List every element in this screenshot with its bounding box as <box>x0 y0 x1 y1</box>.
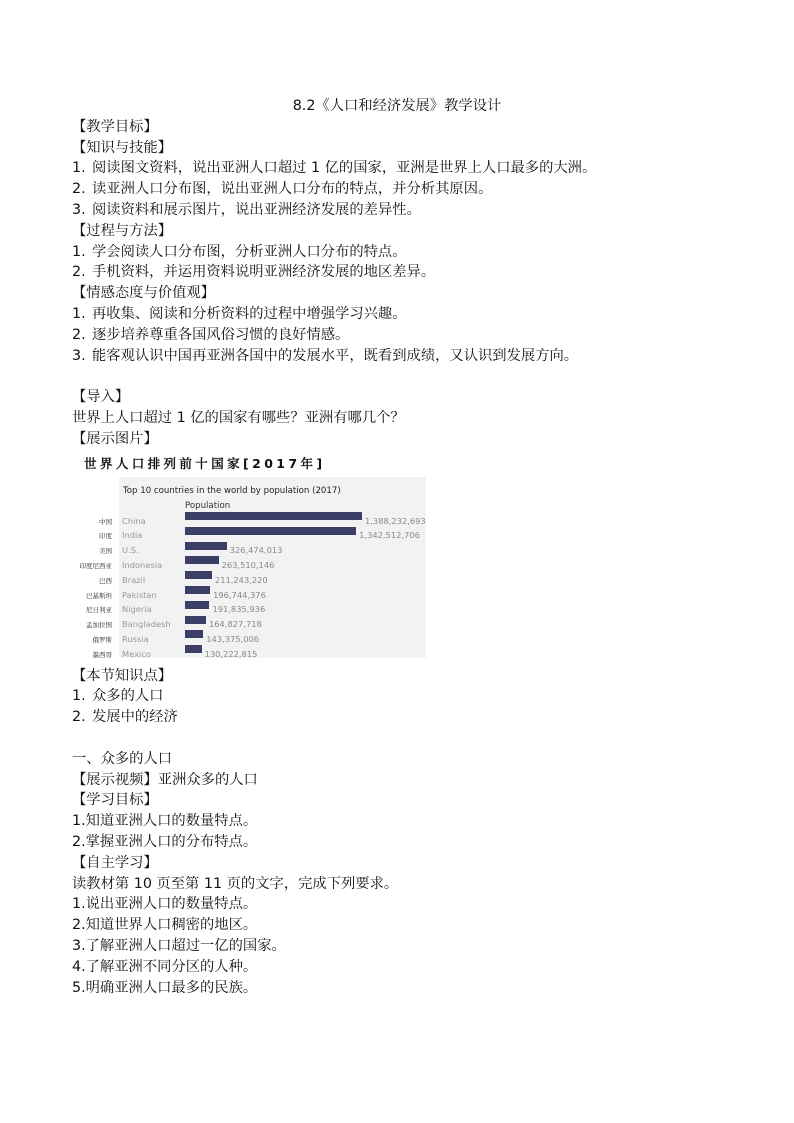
chart-bar <box>185 556 219 564</box>
chart-bar <box>185 542 227 550</box>
objectives-heading: 【教学目标】 <box>72 118 158 135</box>
self-study-intro: 读教材第 10 页至第 11 页的文字，完成下列要求。 <box>72 875 399 892</box>
chart-category-label: China <box>122 515 146 526</box>
task-item: 1.说出亚洲人口的数量特点。 <box>72 896 258 913</box>
chart-category-label: Pakistan <box>122 589 157 600</box>
chart-bar <box>185 601 209 609</box>
chart-cn-label: 美国 <box>99 547 112 556</box>
chart-cn-label: 中国 <box>99 517 112 526</box>
chart-cn-label: 尼日利亚 <box>86 606 112 615</box>
chart-cn-label: 俄罗斯 <box>92 635 112 644</box>
list-item: 1. 众多的人口 <box>72 686 722 707</box>
goal-item: 2.掌握亚洲人口的分布特点。 <box>72 833 258 850</box>
chart-category-label: Bangladesh <box>122 619 171 630</box>
chart-cn-label: 印度 <box>99 532 112 541</box>
chart-value-label: 263,510,146 <box>221 559 275 570</box>
key-points-heading: 【本节知识点】 <box>72 667 173 684</box>
section-heading: 一、众多的人口 <box>72 750 173 767</box>
list-item: 3. 阅读资料和展示图片，说出亚洲经济发展的差异性。 <box>72 200 722 221</box>
emotion-heading: 【情感态度与价值观】 <box>72 285 215 302</box>
chart-bar <box>185 512 362 520</box>
chart-bar <box>185 630 203 638</box>
list-item: 2. 发展中的经济 <box>72 707 722 728</box>
list-item: 1. 阅读图文资料，说出亚洲人口超过 1 亿的国家，亚洲是世界上人口最多的大洲。 <box>72 158 722 179</box>
chart-value-label: 164,827,718 <box>209 619 262 630</box>
list-item: 3. 能客观认识中国再亚洲各国中的发展水平，既看到成绩，又认识到发展方向。 <box>72 346 722 367</box>
self-study-heading: 【自主学习】 <box>72 854 158 871</box>
chart-category-label: Nigeria <box>122 604 152 615</box>
chart-value-label: 1,342,512,706 <box>359 530 420 541</box>
chart-category-label: Indonesia <box>122 559 163 570</box>
document-body <box>72 96 722 998</box>
list-item: 2. 逐步培养尊重各国风俗习惯的良好情感。 <box>72 325 722 346</box>
chart-value-label: 211,243,220 <box>214 574 268 585</box>
process-heading: 【过程与方法】 <box>72 222 173 239</box>
list-item: 1. 学会阅读人口分布图，分析亚洲人口分布的特点。 <box>72 242 722 263</box>
goals-heading: 【学习目标】 <box>72 792 158 809</box>
chart-bar <box>185 645 202 653</box>
chart-subtitle: Top 10 countries in the world by population (2017) <box>123 485 341 496</box>
task-item: 3.了解亚洲人口超过一亿的国家。 <box>72 937 286 954</box>
list-item-text: 阅读资料和展示图片，说出亚洲经济发展的差异性。 <box>92 201 421 218</box>
chart-category-label: India <box>122 530 143 541</box>
population-chart-figure <box>72 454 432 660</box>
chart-axis-label: Population <box>185 500 231 511</box>
chart-value-label: 196,744,376 <box>213 589 266 600</box>
task-item: 4.了解亚洲不同分区的人种。 <box>72 958 258 975</box>
chart-value-label: 191,835,936 <box>212 604 266 615</box>
list-item-text: 读亚洲人口分布图，说出亚洲人口分布的特点，并分析其原因。 <box>92 181 493 198</box>
intro-question: 世界上人口超过 1 亿的国家有哪些？亚洲有哪几个？ <box>72 409 405 426</box>
chart-bar <box>185 571 212 579</box>
goal-item: 1.知道亚洲人口的数量特点。 <box>72 813 258 830</box>
chart-cn-label: 印度尼西亚 <box>79 561 112 570</box>
list-item: 2. 手机资料，并运用资料说明亚洲经济发展的地区差异。 <box>72 262 722 283</box>
document-title: 8.2《人口和经济发展》教学设计 <box>292 98 502 114</box>
list-item-text: 能客观认识中国再亚洲各国中的发展水平，既看到成绩，又认识到发展方向。 <box>92 347 579 364</box>
intro-heading: 【导入】 <box>72 389 130 406</box>
chart-category-label: Russia <box>122 633 149 644</box>
chart-category-label: U.S. <box>122 545 139 556</box>
chart-category-label: Mexico <box>122 648 151 659</box>
list-item-text: 手机资料，并运用资料说明亚洲经济发展的地区差异。 <box>92 264 436 281</box>
chart-cn-label: 巴基斯坦 <box>86 591 112 600</box>
chart-cn-label: 孟加拉国 <box>86 621 112 630</box>
show-image-heading: 【展示图片】 <box>72 430 158 447</box>
list-item-text: 众多的人口 <box>92 688 164 705</box>
video-line: 【展示视频】亚洲众多的人口 <box>72 771 258 788</box>
chart-category-label: Brazil <box>122 574 146 585</box>
chart-cn-label: 巴西 <box>99 576 112 585</box>
list-item-text: 逐步培养尊重各国风俗习惯的良好情感。 <box>92 326 350 343</box>
chart-title: 世界人口排列前十国家[2017年] <box>84 455 326 471</box>
chart-bar <box>185 616 206 624</box>
task-item: 2.知道世界人口稠密的地区。 <box>72 917 258 934</box>
chart-value-label: 326,474,013 <box>229 545 283 556</box>
list-item-text: 发展中的经济 <box>92 709 178 726</box>
list-item-text: 学会阅读人口分布图，分析亚洲人口分布的特点。 <box>92 243 407 260</box>
knowledge-heading: 【知识与技能】 <box>72 139 173 156</box>
chart-value-label: 1,388,232,693 <box>365 515 426 526</box>
list-item: 2. 读亚洲人口分布图，说出亚洲人口分布的特点，并分析其原因。 <box>72 179 722 200</box>
chart-cn-label: 墨西哥 <box>92 650 112 659</box>
list-item-text: 再收集、阅读和分析资料的过程中增强学习兴趣。 <box>92 305 407 322</box>
chart-bar <box>185 586 210 594</box>
chart-bar <box>185 527 356 535</box>
chart-value-label: 143,375,006 <box>206 633 260 644</box>
list-item: 1. 再收集、阅读和分析资料的过程中增强学习兴趣。 <box>72 304 722 325</box>
chart-value-label: 130,222,815 <box>204 648 258 659</box>
list-item-text: 阅读图文资料，说出亚洲人口超过 1 亿的国家，亚洲是世界上人口最多的大洲。 <box>92 160 597 177</box>
task-item: 5.明确亚洲人口最多的民族。 <box>72 979 258 996</box>
